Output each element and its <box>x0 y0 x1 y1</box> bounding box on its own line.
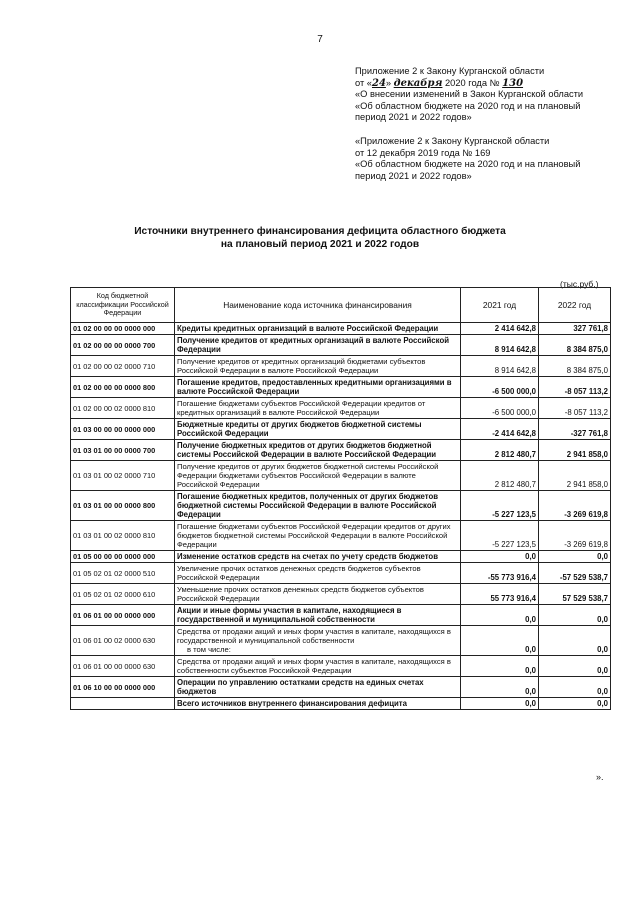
header-line: период 2021 и 2022 годов» <box>355 170 472 181</box>
row-name <box>175 398 461 419</box>
row-value-2022: 0,0 <box>539 626 611 656</box>
row-value-2022: 0,0 <box>539 677 611 698</box>
table-body <box>71 323 611 710</box>
table-row <box>71 584 611 605</box>
handwritten-number: 130 <box>502 77 524 89</box>
row-value-2021: -2 414 642,8 <box>461 419 539 440</box>
row-value-2021: 2 812 480,7 <box>461 440 539 461</box>
row-name <box>175 419 461 440</box>
table-row <box>71 461 611 491</box>
document-title <box>0 225 640 251</box>
row-name-text: Получение кредитов от кредитных организаций в валюте Российской Федерации <box>177 336 449 354</box>
row-name-text: Погашение бюджетных кредитов, полученных от других бюджетов бюджетной системы Российской Федерации в валюте Российской Федерации <box>177 492 439 519</box>
row-value-2021: 2 812 480,7 <box>461 461 539 491</box>
header-date-line: от «24» декабря 2020 года № 130 <box>355 77 524 89</box>
row-name-text: Получение бюджетных кредитов от других бюджетов бюджетной системы Российской Федерации в валюте Российской Федерации <box>177 441 437 459</box>
row-name-text: Уменьшение прочих остатков денежных средств бюджетов субъектов Российской Федерации <box>177 585 424 603</box>
handwritten-month: декабря <box>393 77 443 89</box>
row-value-2021: 2 414 642,8 <box>461 323 539 335</box>
row-value-2021: 0,0 <box>461 677 539 698</box>
row-value-2022: -8 057 113,2 <box>539 398 611 419</box>
units-label: (тыс.руб.) <box>560 279 599 289</box>
row-value-2022: 327 761,8 <box>539 323 611 335</box>
handwritten-day: 24 <box>371 77 386 89</box>
row-name-text: Операции по управлению остатками средств на единых счетах бюджетов <box>177 678 424 696</box>
row-code: 01 03 01 00 00 0000 700 <box>71 440 175 461</box>
row-value-2022: -3 269 619,8 <box>539 521 611 551</box>
row-name-text: Получение кредитов от других бюджетов бюджетной системы Российской Федерации бюджетами субъектов Российской Федерации в валюте Российской Федерации <box>177 462 439 489</box>
amendment-block <box>355 66 625 124</box>
row-code: 01 02 00 00 00 0000 000 <box>71 323 175 335</box>
row-code: 01 03 01 00 02 0000 710 <box>71 461 175 491</box>
financing-sources-table <box>70 287 611 710</box>
row-code: 01 02 00 00 02 0000 710 <box>71 356 175 377</box>
header-line: «Приложение 2 к Закону Курганской области <box>355 135 550 146</box>
row-code: 01 03 01 00 00 0000 800 <box>71 491 175 521</box>
title-line: на плановый период 2021 и 2022 годов <box>220 239 420 250</box>
table-row <box>71 626 611 656</box>
original-law-block <box>355 136 625 182</box>
row-name <box>175 551 461 563</box>
row-value-2021: -6 500 000,0 <box>461 398 539 419</box>
table-row <box>71 356 611 377</box>
header-line: «Об областном бюджете на 2020 год и на плановый <box>355 159 581 170</box>
row-name-text: Акции и иные формы участия в капитале, находящиеся в государственной и муниципальной собственности <box>177 606 402 624</box>
row-value-2021: 0,0 <box>461 605 539 626</box>
header-line: «Об областном бюджете на 2020 год и на плановый <box>355 100 581 111</box>
table-row <box>71 521 611 551</box>
row-name <box>175 461 461 491</box>
header-code: Код бюджетной классификации Российской Федерации <box>71 288 175 323</box>
row-code: 01 02 00 00 02 0000 810 <box>71 398 175 419</box>
table-row <box>71 677 611 698</box>
row-value-2022: 0,0 <box>539 698 611 710</box>
row-value-2022: -327 761,8 <box>539 419 611 440</box>
row-subnote: в том числе: <box>187 645 231 654</box>
row-code: 01 05 02 01 02 0000 610 <box>71 584 175 605</box>
row-code: 01 03 01 00 02 0000 810 <box>71 521 175 551</box>
row-value-2022: 0,0 <box>539 605 611 626</box>
table-row <box>71 398 611 419</box>
row-name <box>175 521 461 551</box>
row-value-2022: 8 384 875,0 <box>539 356 611 377</box>
table-row <box>71 656 611 677</box>
table-row <box>71 335 611 356</box>
table-row <box>71 491 611 521</box>
row-name-text: Получение кредитов от кредитных организаций бюджетами субъектов Российской Федерации в валюте Российской Федерации <box>177 357 426 375</box>
row-value-2021: 55 773 916,4 <box>461 584 539 605</box>
row-name-text: Погашение бюджетами субъектов Российской Федерации кредитов от кредитных организаций в валюте Российской Федерации <box>177 399 426 417</box>
row-value-2022: 57 529 538,7 <box>539 584 611 605</box>
header-2021: 2021 год <box>461 288 539 323</box>
row-value-2022: 0,0 <box>539 656 611 677</box>
row-name <box>175 626 461 656</box>
row-value-2021: -6 500 000,0 <box>461 377 539 398</box>
row-name <box>175 323 461 335</box>
row-name <box>175 440 461 461</box>
table-row <box>71 377 611 398</box>
table-row <box>71 440 611 461</box>
header-line: «О внесении изменений в Закон Курганской области <box>355 89 584 100</box>
row-name <box>175 656 461 677</box>
table-row <box>71 563 611 584</box>
row-name <box>175 491 461 521</box>
header-line: Приложение 2 к Закону Курганской области <box>355 66 545 76</box>
row-code: 01 06 01 00 00 0000 000 <box>71 605 175 626</box>
header-2022: 2022 год <box>539 288 611 323</box>
row-value-2021: 0,0 <box>461 656 539 677</box>
row-value-2021: 0,0 <box>461 626 539 656</box>
row-value-2022: -8 057 113,2 <box>539 377 611 398</box>
row-value-2021: 8 914 642,8 <box>461 356 539 377</box>
row-code: 01 03 00 00 00 0000 000 <box>71 419 175 440</box>
row-value-2021: -5 227 123,5 <box>461 521 539 551</box>
row-value-2022: -57 529 538,7 <box>539 563 611 584</box>
row-value-2022: -3 269 619,8 <box>539 491 611 521</box>
row-value-2022: 8 384 875,0 <box>539 335 611 356</box>
row-code: 01 05 02 01 02 0000 510 <box>71 563 175 584</box>
row-name <box>175 377 461 398</box>
row-value-2021: -55 773 916,4 <box>461 563 539 584</box>
row-name-text: Средства от продажи акций и иных форм участия в капитале, находящихся в собственности субъектов Российской Федерации <box>177 657 451 675</box>
row-value-2022: 0,0 <box>539 551 611 563</box>
table-header-row <box>71 288 611 323</box>
closing-quote: ». <box>596 772 604 782</box>
table-row <box>71 419 611 440</box>
row-name <box>175 584 461 605</box>
row-value-2021: 0,0 <box>461 698 539 710</box>
row-name-text: Бюджетные кредиты от других бюджетов бюджетной системы Российской Федерации <box>177 420 422 438</box>
header-line: от 12 декабря 2019 года № 169 <box>355 147 491 158</box>
row-name <box>175 698 461 710</box>
row-code: 01 05 00 00 00 0000 000 <box>71 551 175 563</box>
row-value-2021: 0,0 <box>461 551 539 563</box>
row-value-2021: -5 227 123,5 <box>461 491 539 521</box>
row-name-text: Погашение бюджетами субъектов Российской Федерации кредитов от других бюджетов бюджетной системы Российской Федерации в валюте Российской Федерации <box>177 522 451 549</box>
row-code: 01 06 10 00 00 0000 000 <box>71 677 175 698</box>
row-name-text: Изменение остатков средств на счетах по учету средств бюджетов <box>177 552 438 561</box>
title-line: Источники внутреннего финансирования дефицита областного бюджета <box>134 226 506 237</box>
row-value-2021: 8 914 642,8 <box>461 335 539 356</box>
appendix-header <box>355 66 625 194</box>
row-name-text: Увеличение прочих остатков денежных средств бюджетов субъектов Российской Федерации <box>177 564 421 582</box>
row-name <box>175 605 461 626</box>
row-name-text: Всего источников внутреннего финансирования дефицита <box>177 699 407 708</box>
table-row <box>71 698 611 710</box>
row-code: 01 02 00 00 00 0000 800 <box>71 377 175 398</box>
row-value-2022: 2 941 858,0 <box>539 461 611 491</box>
row-value-2022: 2 941 858,0 <box>539 440 611 461</box>
row-name <box>175 563 461 584</box>
row-name <box>175 335 461 356</box>
header-name: Наименование кода источника финансирования <box>175 288 461 323</box>
row-name <box>175 356 461 377</box>
row-code: 01 02 00 00 00 0000 700 <box>71 335 175 356</box>
row-code <box>71 698 175 710</box>
row-code: 01 06 01 00 02 0000 630 <box>71 626 175 656</box>
page-number: 7 <box>317 34 323 45</box>
table-row <box>71 605 611 626</box>
row-code: 01 06 01 00 00 0000 630 <box>71 656 175 677</box>
row-name-text: Погашение кредитов, предоставленных кредитными организациями в валюте Российской Федерации <box>177 378 452 396</box>
row-name <box>175 677 461 698</box>
row-name-text: Средства от продажи акций и иных форм участия в капитале, находящихся в государственной и муниципальной собственности <box>177 627 451 645</box>
table-row <box>71 323 611 335</box>
row-name-text: Кредиты кредитных организаций в валюте Российской Федерации <box>177 324 439 333</box>
table-row <box>71 551 611 563</box>
header-line: период 2021 и 2022 годов» <box>355 112 472 123</box>
